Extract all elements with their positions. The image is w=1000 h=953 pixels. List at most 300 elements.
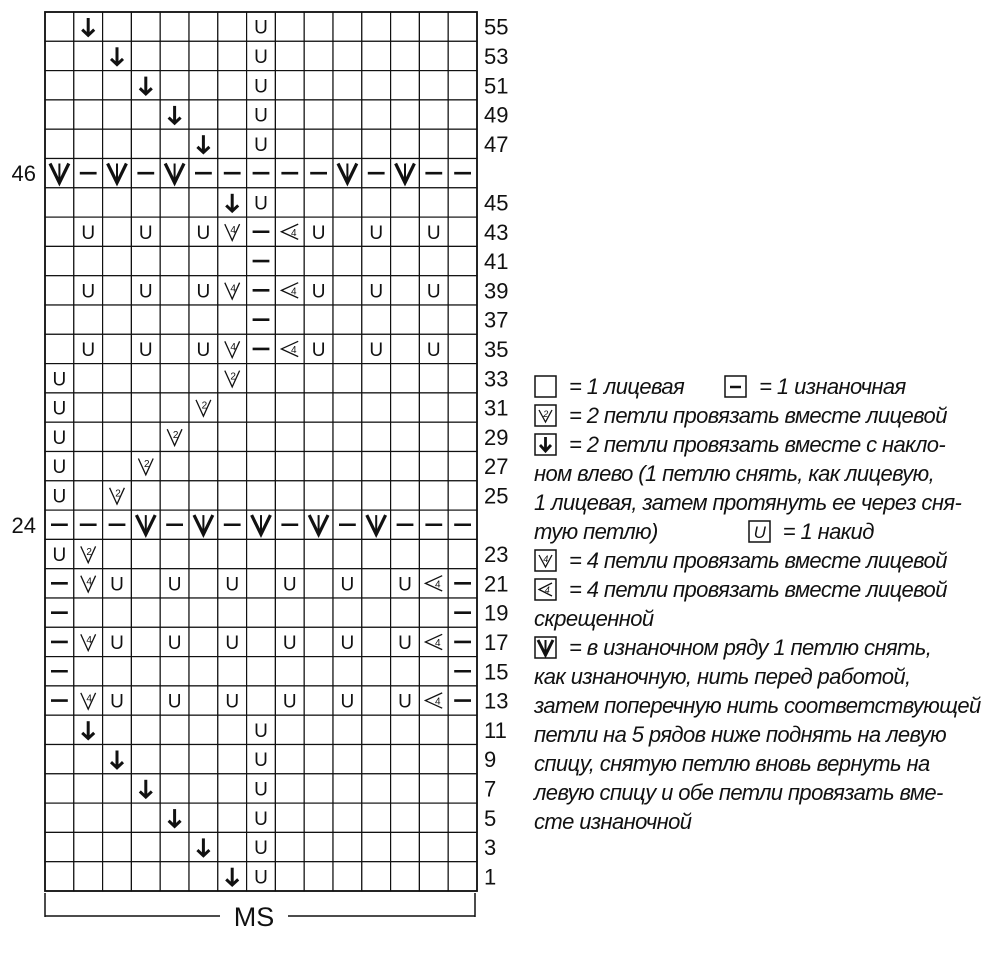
yarn-over-icon: U xyxy=(254,134,268,156)
yarn-over-icon: U xyxy=(254,750,268,772)
stitch-cell xyxy=(131,393,160,422)
ssk-arrow-icon xyxy=(534,433,557,456)
row-number-45: 45 xyxy=(484,190,509,216)
stitch-cell xyxy=(448,452,477,481)
stitch-cell xyxy=(333,657,362,686)
stitch-cell xyxy=(362,481,391,510)
stitch-cell xyxy=(160,100,189,129)
yarn-over-icon: U xyxy=(282,691,297,713)
stitch-cell xyxy=(160,71,189,100)
stitch-cell xyxy=(160,774,189,803)
stitch-cell xyxy=(218,452,247,481)
stitch-cell xyxy=(419,803,448,832)
stitch-cell xyxy=(304,539,333,568)
stitch-cell xyxy=(333,422,362,451)
stitch-cell xyxy=(304,627,333,656)
stitch-cell xyxy=(247,159,276,188)
legend-ssk-text-2: ном влево (1 петлю снять, как лицевую, xyxy=(534,461,935,486)
knit-stitch-icon xyxy=(534,375,557,398)
stitch-cell xyxy=(304,745,333,774)
svg-text:2: 2 xyxy=(144,459,150,471)
stitch-cell xyxy=(131,539,160,568)
stitch-cell xyxy=(419,41,448,70)
stitch-cell xyxy=(74,686,103,715)
yarn-over-icon: U xyxy=(81,222,96,244)
stitch-cell xyxy=(45,774,74,803)
stitch-cell xyxy=(304,100,333,129)
stitch-cell xyxy=(160,276,189,305)
stitch-cell xyxy=(391,539,420,568)
stitch-cell xyxy=(218,657,247,686)
stitch-cell xyxy=(419,862,448,891)
stitch-cell xyxy=(189,393,218,422)
stitch-cell xyxy=(419,246,448,275)
yarn-over-icon: U xyxy=(398,632,412,654)
yarn-over-icon: U xyxy=(225,574,240,596)
legend-slipped-text: = в изнаночном ряду 1 петлю снять, xyxy=(569,635,932,660)
stitch-cell xyxy=(391,334,420,363)
stitch-cell xyxy=(275,598,304,627)
stitch-cell xyxy=(189,715,218,744)
stitch-cell xyxy=(218,832,247,861)
stitch-cell xyxy=(103,657,132,686)
stitch-cell xyxy=(131,129,160,158)
stitch-cell xyxy=(103,246,132,275)
stitch-cell xyxy=(189,745,218,774)
stitch-cell xyxy=(362,569,391,598)
stitch-cell xyxy=(160,159,189,188)
stitch-cell xyxy=(247,100,276,129)
slipped-stitch-icon xyxy=(534,636,557,659)
stitch-cell xyxy=(391,159,420,188)
stitch-cell xyxy=(160,598,189,627)
stitch-cell xyxy=(74,569,103,598)
row-number-13: 13 xyxy=(484,688,509,714)
stitch-cell xyxy=(131,657,160,686)
stitch-cell xyxy=(304,774,333,803)
stitch-cell xyxy=(247,862,276,891)
stitch-cell xyxy=(391,217,420,246)
stitch-cell xyxy=(45,510,74,539)
stitch-cell xyxy=(247,774,276,803)
stitch-cell xyxy=(333,246,362,275)
stitch-cell xyxy=(45,657,74,686)
stitch-cell xyxy=(275,305,304,334)
stitch-cell xyxy=(362,832,391,861)
stitch-cell xyxy=(275,393,304,422)
stitch-cell xyxy=(419,745,448,774)
stitch-cell xyxy=(304,41,333,70)
stitch-cell xyxy=(333,715,362,744)
stitch-cell xyxy=(391,364,420,393)
stitch-cell xyxy=(218,246,247,275)
svg-text:4: 4 xyxy=(435,696,441,708)
chart-row-7 xyxy=(45,774,477,803)
stitch-cell xyxy=(160,393,189,422)
stitch-cell xyxy=(247,627,276,656)
stitch-cell xyxy=(448,832,477,861)
stitch-cell xyxy=(74,774,103,803)
stitch-cell xyxy=(74,715,103,744)
k4tog-tbl-icon xyxy=(534,578,557,601)
stitch-cell xyxy=(103,217,132,246)
stitch-cell xyxy=(74,539,103,568)
yarn-over-icon: U xyxy=(254,720,268,742)
chart-row-11 xyxy=(45,715,477,744)
stitch-cell xyxy=(391,862,420,891)
legend-k4tog-tbl-text: = 4 петли провязать вместе лицевой xyxy=(569,577,947,602)
stitch-cell xyxy=(103,159,132,188)
stitch-cell xyxy=(131,715,160,744)
stitch-cell xyxy=(189,657,218,686)
row-number-23: 23 xyxy=(484,542,509,568)
row-number-47: 47 xyxy=(484,131,509,157)
chart-row-45 xyxy=(45,188,477,217)
stitch-cell xyxy=(362,657,391,686)
stitch-cell xyxy=(362,422,391,451)
stitch-cell xyxy=(419,627,448,656)
stitch-cell xyxy=(391,832,420,861)
stitch-cell xyxy=(74,12,103,41)
stitch-cell xyxy=(218,305,247,334)
stitch-cell xyxy=(218,12,247,41)
stitch-cell xyxy=(247,832,276,861)
stitch-cell xyxy=(419,71,448,100)
stitch-cell xyxy=(189,510,218,539)
svg-text:2: 2 xyxy=(201,400,208,412)
stitch-cell xyxy=(45,569,74,598)
stitch-cell xyxy=(218,627,247,656)
stitch-cell xyxy=(189,41,218,70)
stitch-cell xyxy=(160,334,189,363)
stitch-cell xyxy=(448,745,477,774)
stitch-cell xyxy=(218,71,247,100)
chart-row-3 xyxy=(45,832,477,861)
stitch-cell xyxy=(131,452,160,481)
stitch-cell xyxy=(160,569,189,598)
stitch-cell xyxy=(45,246,74,275)
stitch-cell xyxy=(333,100,362,129)
row-number-11: 11 xyxy=(484,717,507,743)
row-number-17: 17 xyxy=(484,629,509,655)
stitch-cell xyxy=(131,159,160,188)
stitch-cell xyxy=(391,745,420,774)
stitch-cell xyxy=(189,159,218,188)
stitch-cell xyxy=(45,364,74,393)
stitch-cell xyxy=(275,452,304,481)
yarn-over-icon: U xyxy=(254,193,268,215)
stitch-cell xyxy=(362,715,391,744)
stitch-cell xyxy=(189,686,218,715)
chart-row-43 xyxy=(45,217,477,246)
yarn-over-icon: U xyxy=(196,281,211,303)
stitch-cell xyxy=(74,41,103,70)
legend-text-line xyxy=(534,749,998,778)
stitch-cell xyxy=(218,159,247,188)
stitch-cell xyxy=(304,862,333,891)
stitch-cell xyxy=(247,422,276,451)
stitch-cell xyxy=(218,129,247,158)
stitch-cell xyxy=(419,12,448,41)
stitch-cell xyxy=(131,422,160,451)
svg-text:2: 2 xyxy=(172,429,179,441)
stitch-cell xyxy=(131,71,160,100)
stitch-cell xyxy=(74,246,103,275)
stitch-cell xyxy=(391,71,420,100)
stitch-cell xyxy=(218,100,247,129)
stitch-cell xyxy=(45,803,74,832)
svg-text:2: 2 xyxy=(543,409,548,419)
stitch-cell xyxy=(304,686,333,715)
stitch-cell xyxy=(131,188,160,217)
stitch-cell xyxy=(419,452,448,481)
chart-row-49 xyxy=(45,100,477,129)
stitch-cell xyxy=(103,569,132,598)
stitch-cell xyxy=(160,803,189,832)
yarn-over-icon: U xyxy=(81,281,96,303)
stitch-cell xyxy=(448,481,477,510)
legend-text-line xyxy=(534,807,998,836)
row-number-43: 43 xyxy=(484,219,509,245)
legend-text-line xyxy=(534,778,998,807)
stitch-cell xyxy=(448,305,477,334)
stitch-cell xyxy=(419,217,448,246)
stitch-cell xyxy=(304,832,333,861)
stitch-cell xyxy=(160,832,189,861)
legend-slipped-text-3: затем поперечную нить соответствующей xyxy=(534,693,981,718)
svg-text:4: 4 xyxy=(86,576,92,588)
stitch-cell xyxy=(131,334,160,363)
stitch-cell xyxy=(103,188,132,217)
stitch-cell xyxy=(448,569,477,598)
stitch-cell xyxy=(247,598,276,627)
stitch-cell xyxy=(45,481,74,510)
chart-row-29 xyxy=(45,422,477,451)
stitch-cell xyxy=(275,481,304,510)
stitch-cell xyxy=(275,803,304,832)
stitch-cell xyxy=(45,276,74,305)
legend-slipped-text-5: спицу, снятую петлю вновь вернуть на xyxy=(534,751,930,776)
yarn-over-icon: U xyxy=(167,691,182,713)
yarn-over-icon: U xyxy=(196,339,211,361)
chart-row-17 xyxy=(45,627,477,656)
yarn-over-icon: U xyxy=(110,574,124,596)
stitch-cell xyxy=(103,364,132,393)
stitch-cell xyxy=(131,832,160,861)
legend-knit-text: = 1 лицевая xyxy=(569,374,685,399)
stitch-cell xyxy=(448,159,477,188)
row-number-46: 46 xyxy=(11,161,36,187)
stitch-cell xyxy=(131,745,160,774)
legend xyxy=(534,372,998,836)
stitch-cell xyxy=(391,774,420,803)
row-number-51: 51 xyxy=(484,73,509,99)
stitch-cell xyxy=(275,364,304,393)
stitch-cell xyxy=(275,276,304,305)
stitch-cell xyxy=(362,217,391,246)
stitch-cell xyxy=(247,745,276,774)
stitch-cell xyxy=(448,774,477,803)
stitch-cell xyxy=(131,686,160,715)
stitch-cell xyxy=(419,539,448,568)
stitch-cell xyxy=(304,452,333,481)
stitch-cell xyxy=(131,569,160,598)
chart-row-47 xyxy=(45,129,477,158)
stitch-cell xyxy=(103,832,132,861)
stitch-cell xyxy=(304,598,333,627)
stitch-cell xyxy=(333,217,362,246)
stitch-cell xyxy=(275,657,304,686)
legend-ssk-text-4: тую петлю) xyxy=(534,519,658,544)
stitch-cell xyxy=(103,510,132,539)
stitch-cell xyxy=(247,686,276,715)
stitch-cell xyxy=(419,100,448,129)
stitch-cell xyxy=(131,510,160,539)
stitch-cell xyxy=(448,12,477,41)
stitch-cell xyxy=(45,715,74,744)
stitch-cell xyxy=(103,627,132,656)
stitch-cell xyxy=(189,71,218,100)
stitch-cell xyxy=(131,481,160,510)
stitch-cell xyxy=(103,539,132,568)
legend-slipped-text-2: как изнаночную, нить перед работой, xyxy=(534,664,911,689)
row-number-21: 21 xyxy=(484,571,509,597)
svg-text:2: 2 xyxy=(86,547,92,559)
row-number-35: 35 xyxy=(484,336,509,362)
stitch-cell xyxy=(218,715,247,744)
stitch-cell xyxy=(103,276,132,305)
stitch-cell xyxy=(247,129,276,158)
stitch-cell xyxy=(362,862,391,891)
stitch-cell xyxy=(275,100,304,129)
stitch-cell xyxy=(103,745,132,774)
yarn-over-icon: U xyxy=(254,17,268,39)
legend-row-k4tog-tbl xyxy=(534,575,998,604)
stitch-cell xyxy=(131,862,160,891)
yarn-over-icon: U xyxy=(254,46,268,68)
stitch-cell xyxy=(362,276,391,305)
stitch-cell xyxy=(189,803,218,832)
stitch-cell xyxy=(189,217,218,246)
stitch-cell xyxy=(333,71,362,100)
stitch-cell xyxy=(189,188,218,217)
stitch-cell xyxy=(304,129,333,158)
ms-label: MS xyxy=(233,902,275,932)
stitch-cell xyxy=(45,100,74,129)
legend-text-line xyxy=(534,459,998,488)
yarn-over-icon: U xyxy=(340,574,355,596)
stitch-cell xyxy=(189,305,218,334)
stitch-cell xyxy=(247,393,276,422)
stitch-cell xyxy=(419,510,448,539)
yarn-over-icon: U xyxy=(167,574,182,596)
stitch-cell xyxy=(304,393,333,422)
stitch-cell xyxy=(419,159,448,188)
stitch-cell xyxy=(362,129,391,158)
stitch-cell xyxy=(74,276,103,305)
stitch-cell xyxy=(247,246,276,275)
chart-row-1 xyxy=(45,862,477,891)
stitch-cell xyxy=(362,510,391,539)
svg-text:4: 4 xyxy=(230,224,236,236)
stitch-cell xyxy=(448,41,477,70)
yarn-over-icon: U xyxy=(369,222,384,244)
stitch-cell xyxy=(448,188,477,217)
stitch-cell xyxy=(160,422,189,451)
stitch-cell xyxy=(160,510,189,539)
stitch-cell xyxy=(333,12,362,41)
stitch-cell xyxy=(275,510,304,539)
stitch-cell xyxy=(131,276,160,305)
stitch-cell xyxy=(131,305,160,334)
stitch-cell xyxy=(160,627,189,656)
stitch-cell xyxy=(275,832,304,861)
stitch-cell xyxy=(304,569,333,598)
stitch-cell xyxy=(419,305,448,334)
stitch-cell xyxy=(74,71,103,100)
stitch-cell xyxy=(333,862,362,891)
stitch-cell xyxy=(304,481,333,510)
stitch-cell xyxy=(419,129,448,158)
chart-row-37 xyxy=(45,305,477,334)
stitch-cell xyxy=(247,715,276,744)
stitch-cell xyxy=(160,539,189,568)
stitch-cell xyxy=(247,803,276,832)
stitch-cell xyxy=(362,393,391,422)
stitch-cell xyxy=(391,129,420,158)
stitch-cell xyxy=(74,657,103,686)
stitch-cell xyxy=(218,510,247,539)
yarn-over-icon xyxy=(748,520,771,543)
stitch-cell xyxy=(189,246,218,275)
stitch-cell xyxy=(419,334,448,363)
yarn-over-icon: U xyxy=(340,632,355,654)
stitch-cell xyxy=(103,598,132,627)
stitch-cell xyxy=(333,539,362,568)
legend-text-line xyxy=(534,691,998,720)
stitch-cell xyxy=(218,393,247,422)
stitch-cell xyxy=(391,393,420,422)
stitch-cell xyxy=(189,569,218,598)
stitch-cell xyxy=(131,100,160,129)
stitch-cell xyxy=(419,832,448,861)
stitch-cell xyxy=(419,188,448,217)
stitch-cell xyxy=(362,71,391,100)
stitch-cell xyxy=(304,422,333,451)
stitch-cell xyxy=(74,305,103,334)
stitch-cell xyxy=(448,862,477,891)
stitch-cell xyxy=(333,569,362,598)
chart-cells xyxy=(45,12,477,891)
legend-row-yarn-over xyxy=(534,517,998,546)
chart-row-19 xyxy=(45,598,477,627)
stitch-cell xyxy=(160,862,189,891)
yarn-over-icon: U xyxy=(369,281,384,303)
stitch-cell xyxy=(218,862,247,891)
row-number-25: 25 xyxy=(484,483,509,509)
stitch-cell xyxy=(189,832,218,861)
stitch-cell xyxy=(333,598,362,627)
stitch-cell xyxy=(362,159,391,188)
stitch-cell xyxy=(304,246,333,275)
legend-ssk-text: = 2 петли провязать вместе с накло- xyxy=(569,432,946,457)
svg-text:2: 2 xyxy=(230,371,236,383)
stitch-cell xyxy=(160,129,189,158)
stitch-cell xyxy=(45,159,74,188)
stitch-cell xyxy=(419,774,448,803)
stitch-cell xyxy=(304,276,333,305)
stitch-cell xyxy=(448,71,477,100)
